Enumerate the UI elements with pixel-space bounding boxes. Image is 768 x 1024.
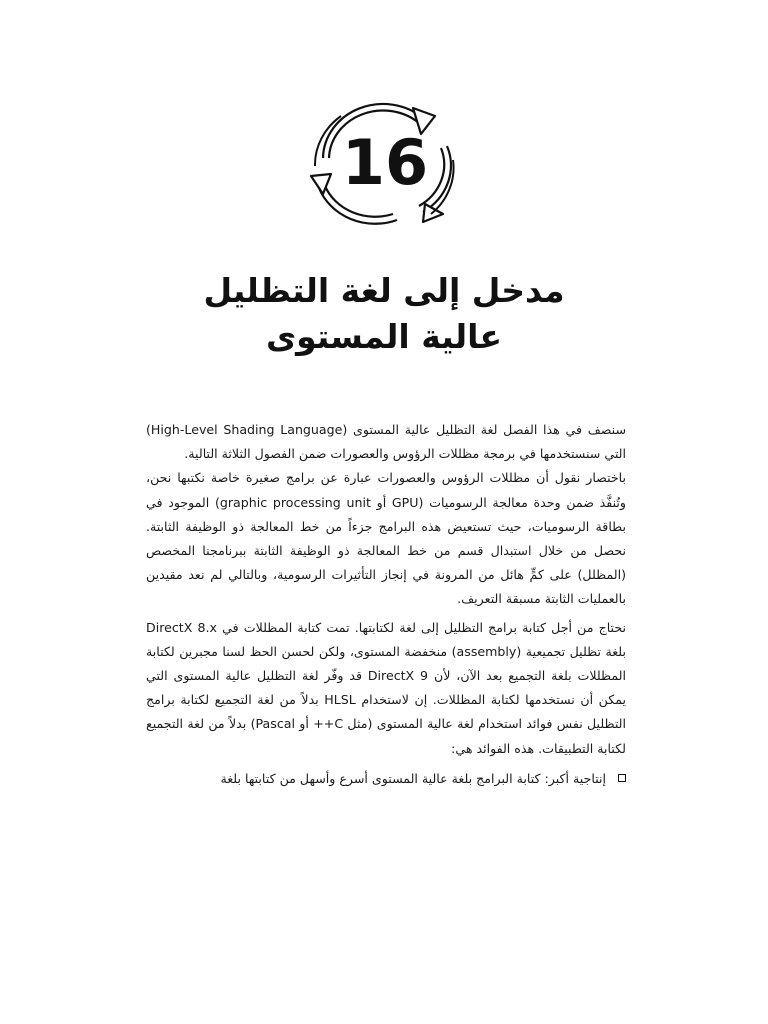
paragraph-hlsl: نحتاج من أجل كتابة برامج التظليل إلى لغة لكتابتها. تمت كتابة المظللات في DirectX 8.x بلغة تظليل تجميعية (assembly) منخفضة المستوى، ولكن لحسن الحظ لسنا مجبرين لكتابة المظللات بلغة التجميع بعد الآن، لأن DirectX 9 قد وفّر لغة التظليل عالية المستوى التي يمكن أن نستخدمها لكتابة المظللات. إن لاستخدام HLSL بدلاً من لغة التجميع لكتابة برامج التظليل نفس فوائد استخدام لغة عالية المستوى (مثل C++ أو Pascal) بدلاً من لغة التجميع لكتابة التطبيقات. هذه الفوائد هي: bbox=[146, 619, 626, 756]
chapter-emblem bbox=[301, 96, 467, 228]
list-item bbox=[146, 767, 626, 791]
chapter-number: 16 bbox=[341, 126, 429, 199]
benefits-list bbox=[146, 767, 626, 791]
checkbox-bullet-icon bbox=[618, 774, 626, 782]
paragraph-intro: سنصف في هذا الفصل لغة التظليل عالية المستوى (High-Level Shading Language) التي سنستخدمها في برمجة مظللات الرؤوس والعصورات ضمن الفصول الثلاثة التالية. bbox=[146, 422, 627, 462]
paragraph-shaders: باختصار نقول أن مظللات الرؤوس والعصورات عبارة عن برامج صغيرة خاصة نكتبها نحن، وتُنفَّذ ضمن وحدة معالجة الرسوميات (GPU أو graphic processing unit) الموجود في بطاقة الرسوميات، حيث تستعيض هذه البرامج جزءاً من خط المعالجة ذو الوظيفة الثابتة. نحصل من خلال استبدال قسم من خط المعالجة ذو الوظيفة الثابتة ببرنامجنا المخصص (المظلل) على كمٍّ هائل من المرونة في إنجاز التأثيرات الرسومية، وبالتالي لم نعد مقيدين بالعمليات الثابتة مسبقة التعريف. bbox=[146, 470, 626, 607]
list-item-text: إنتاجية أكبر: كتابة البرامج بلغة عالية المستوى أسرع وأسهل من كتابتها بلغة bbox=[220, 770, 606, 786]
circular-arrows-icon bbox=[301, 96, 467, 228]
body-text bbox=[146, 418, 626, 791]
chapter-title-line-2: عالية المستوى bbox=[265, 317, 503, 356]
chapter-title bbox=[150, 268, 618, 360]
chapter-title-line-1: مدخل إلى لغة التظليل bbox=[203, 271, 565, 310]
